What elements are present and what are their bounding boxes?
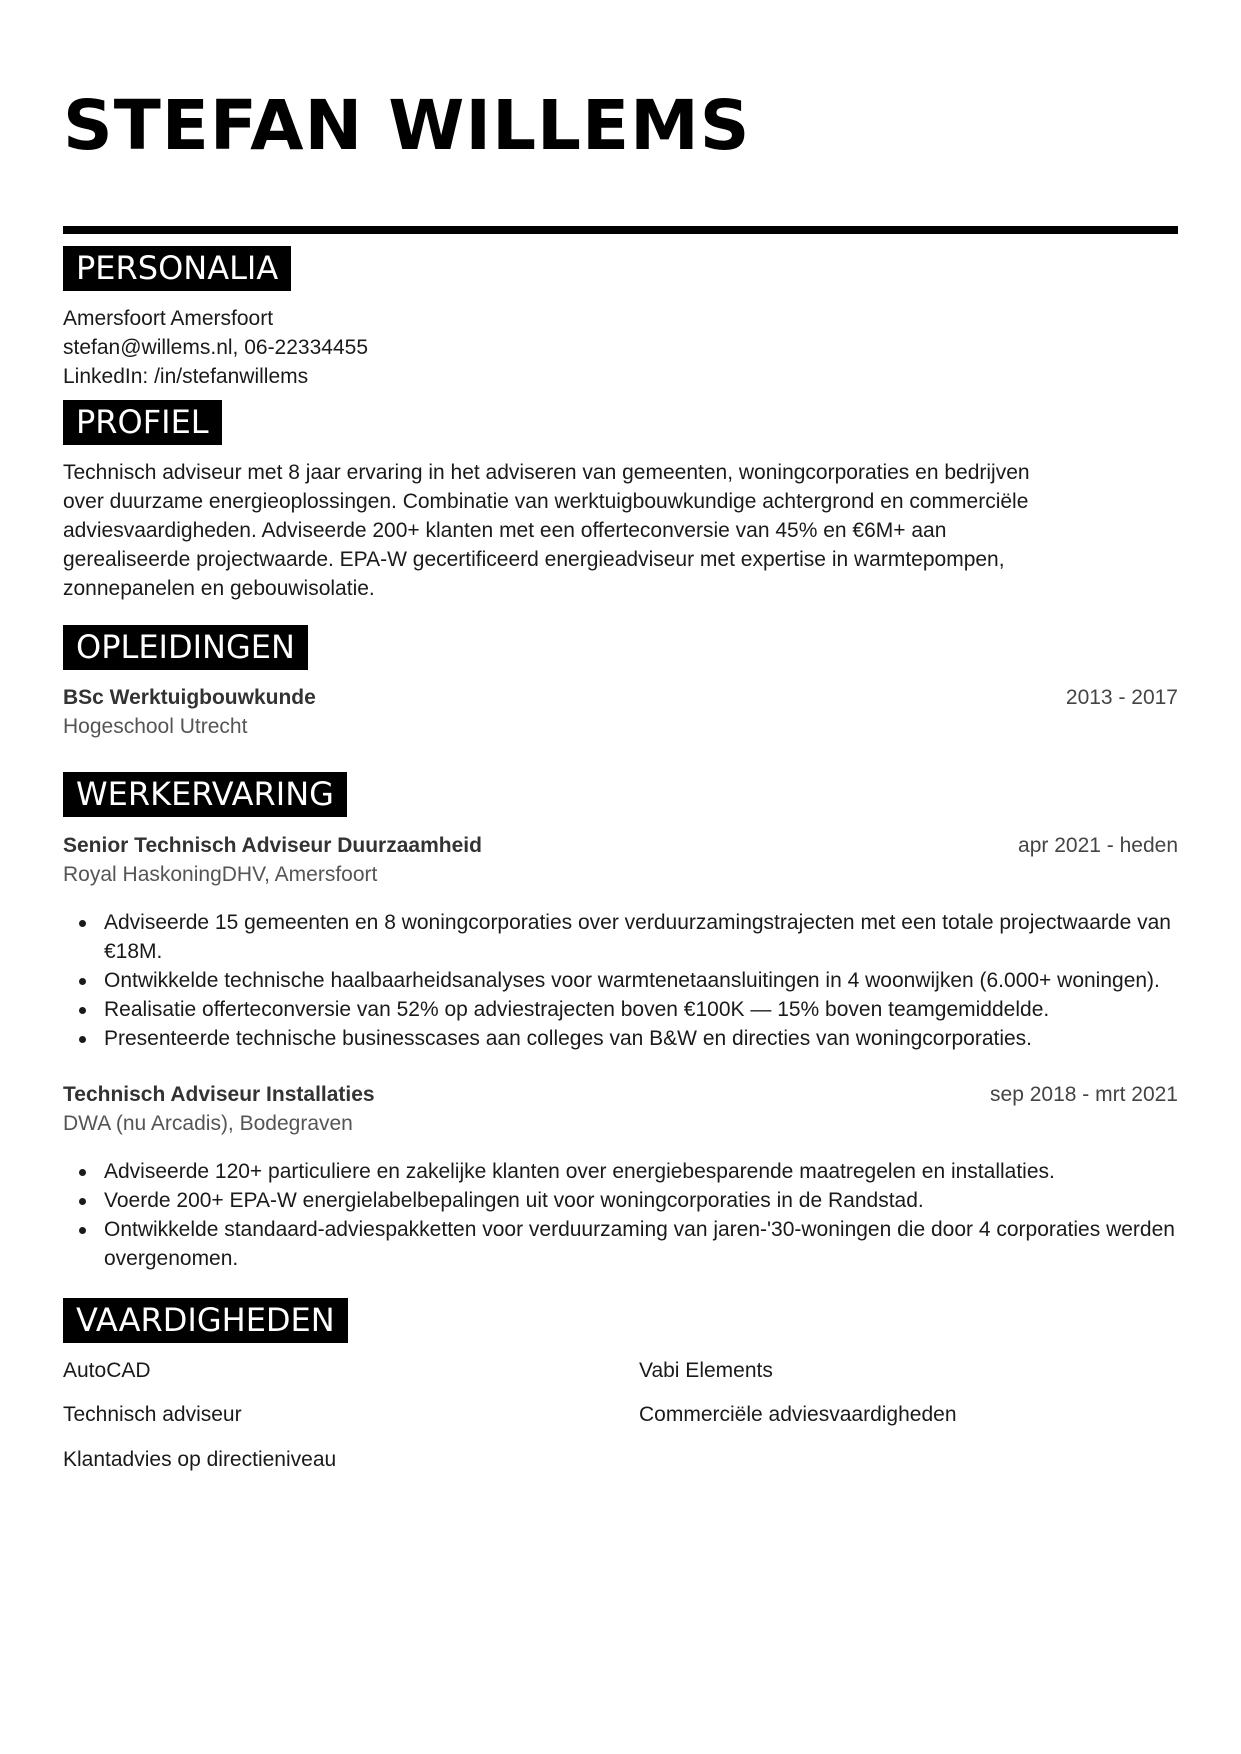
job-entry-header [63, 1080, 1178, 1138]
section-title-vaardigheden: VAARDIGHEDEN [63, 1298, 348, 1343]
job-title: Senior Technisch Adviseur Duurzaamheid [63, 834, 482, 857]
profiel-line: over duurzame energieoplossingen. Combinatie van werktuigbouwkundige achtergrond en commerciële [63, 490, 1029, 513]
education-degree: BSc Werktuigbouwkunde [63, 686, 316, 709]
profiel-line: zonnepanelen en gebouwisolatie. [63, 577, 375, 600]
job-title: Technisch Adviseur Installaties [63, 1083, 375, 1106]
header-divider [63, 226, 1178, 234]
section-title-personalia: PERSONALIA [63, 246, 291, 291]
skill-item: Klantadvies op directieniveau [63, 1448, 337, 1471]
achievement-item: Adviseerde 15 gemeenten en 8 woningcorporaties over verduurzamingstrajecten met een totale projectwaarde van €18M. [104, 908, 1178, 966]
profiel-text [63, 458, 1178, 603]
personalia-contact: stefan@willems.nl, 06-22334455 [63, 336, 368, 359]
achievement-item: Presenteerde technische businesscases aan colleges van B&W en directies van woningcorporaties. [104, 1024, 1178, 1053]
job-achievements-list [63, 908, 1178, 1053]
achievement-item: Adviseerde 120+ particuliere en zakelijke klanten over energiebesparende maatregelen en installaties. [104, 1157, 1178, 1186]
job-date: apr 2021 - heden [1018, 834, 1178, 857]
section-title-werkervaring: WERKERVARING [63, 772, 347, 817]
education-school: Hogeschool Utrecht [63, 715, 248, 738]
achievement-item: Realisatie offerteconversie van 52% op adviestrajecten boven €100K — 15% boven teamgemiddelde. [104, 995, 1178, 1024]
achievement-item: Ontwikkelde standaard-adviespakketten voor verduurzaming van jaren-'30-woningen die door 4 corporaties werden overgenomen. [104, 1215, 1178, 1273]
profiel-line: Technisch adviseur met 8 jaar ervaring in het adviseren van gemeenten, woningcorporaties en bedrijven [63, 461, 1030, 484]
job-company: DWA (nu Arcadis), Bodegraven [63, 1112, 353, 1135]
achievement-item: Voerde 200+ EPA-W energielabelbepalingen uit voor woningcorporaties in de Randstad. [104, 1186, 1178, 1215]
profiel-line: gerealiseerde projectwaarde. EPA-W gecertificeerd energieadviseur met expertise in warmtepompen, [63, 548, 1005, 571]
skill-item: AutoCAD [63, 1359, 151, 1382]
candidate-name: STEFAN WILLEMS [63, 86, 751, 166]
skill-item: Commerciële adviesvaardigheden [639, 1403, 957, 1426]
job-achievements-list [63, 1157, 1178, 1273]
personalia-linkedin: LinkedIn: /in/stefanwillems [63, 365, 309, 388]
job-company: Royal HaskoningDHV, Amersfoort [63, 863, 378, 886]
education-date: 2013 - 2017 [1065, 686, 1178, 709]
education-entry [63, 683, 1178, 741]
personalia-location: Amersfoort Amersfoort [63, 307, 274, 330]
job-entry-header [63, 831, 1178, 889]
job-date: sep 2018 - mrt 2021 [990, 1083, 1178, 1106]
profiel-line: adviesvaardigheden. Adviseerde 200+ klanten met een offerteconversie van 45% en €6M+ aan [63, 519, 947, 542]
section-title-opleidingen: OPLEIDINGEN [63, 625, 308, 670]
skill-item: Technisch adviseur [63, 1403, 242, 1426]
section-title-profiel: PROFIEL [63, 400, 222, 445]
skill-item: Vabi Elements [639, 1359, 773, 1382]
personalia-block [63, 304, 1178, 391]
achievement-item: Ontwikkelde technische haalbaarheidsanalyses voor warmtenetaansluitingen in 4 woonwijken (6.000+ woningen). [104, 966, 1178, 995]
